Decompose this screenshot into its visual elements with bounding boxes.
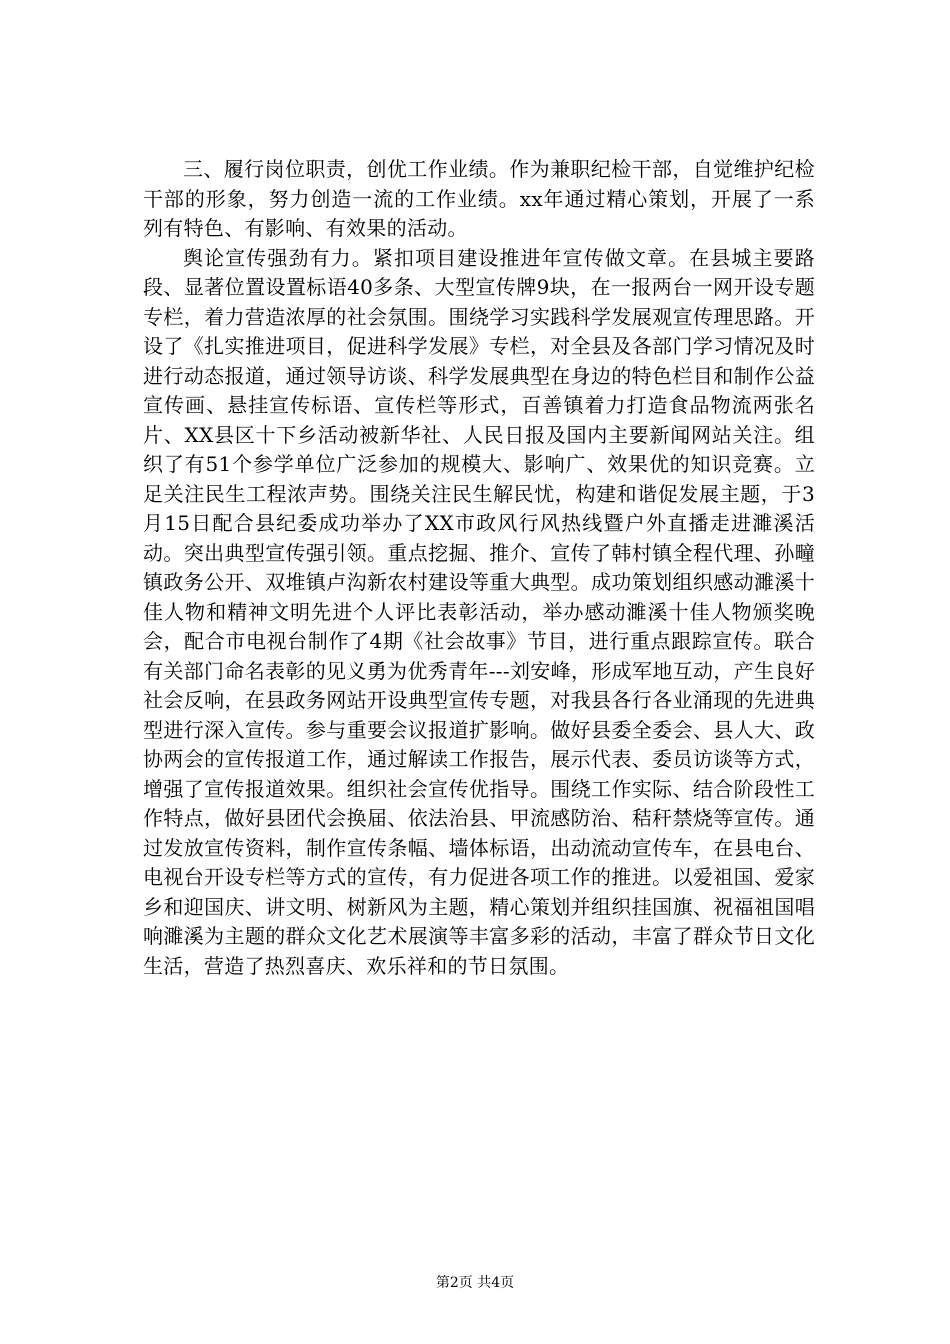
paragraph-publicity: 舆论宣传强劲有力。紧扣项目建设推进年宣传做文章。在县城主要路段、显著位置设置标语40多条、大型宣传牌9块，在一报两台一网开设专题专栏，着力营造浓厚的社会氛围。围绕学习实践科学发展观宣传理思路。开设了《扎实推进项目，促进科学发展》专栏，对全县及各部门学习情况及时进行动态报道，通过领导访谈、科学发展典型在身边的特色栏目和制作公益宣传画、悬挂宣传标语、宣传栏等形式，百善镇着力打造食品物流两张名片、XX县区十下乡活动被新华社、人民日报及国内主要新闻网站关注。组织了有51个参学单位广泛参加的规模大、影响广、效果优的知识竞赛。立足关注民生工程浓声势。围绕关注民生解民忧，构建和谐促发展主题，于3月15日配合县纪委成功举办了XX市政风行风热线暨户外直播走进濉溪活动。突出典型宣传强引领。重点挖掘、推介、宣传了韩村镇全程代理、孙疃镇政务公开、双堆镇卢沟新农村建设等重大典型。成功策划组织感动濉溪十佳人物和精神文明先进个人评比表彰活动，举办感动濉溪十佳人物颁奖晚会，配合市电视台制作了4期《社会故事》节目，进行重点跟踪宣传。联合有关部门命名表彰的见义勇为优秀青年---刘安峰，形成军地互动，产生良好社会反响，在县政务网站开设典型宣传专题，对我县各行各业涌现的先进典型进行深入宣传。参与重要会议报道扩影响。做好县委全委会、县人大、政协两会的宣传报道工作，通过解读工作报告，展示代表、委员访谈等方式，增强了宣传报道效果。组织社会宣传优指导。围绕工作实际、结合阶段性工作特点，做好县团代会换届、依法治县、甲流感防治、秸秆禁烧等宣传。通过发放宣传资料，制作宣传条幅、墙体标语，出动流动宣传车，在县电台、电视台开设专栏等方式的宣传，有力促进各项工作的推进。以爱祖国、爱家乡和迎国庆、讲文明、树新风为主题，精心策划并组织挂国旗、祝福祖国唱响濉溪为主题的群众文化艺术展演等丰富多彩的活动，丰富了群众节日文化生活，营造了热烈喜庆、欢乐祥和的节日氛围。 xyxy=(143,245,815,978)
page-number-footer: 第2页 共4页 xyxy=(435,1275,515,1291)
paragraph-duties: 三、履行岗位职责，创优工作业绩。作为兼职纪检干部，自觉维护纪检干部的形象，努力创造一流的工作业绩。xx年通过精心策划，开展了一系列有特色、有影响、有效果的活动。 xyxy=(143,157,815,240)
document-body xyxy=(143,155,815,981)
